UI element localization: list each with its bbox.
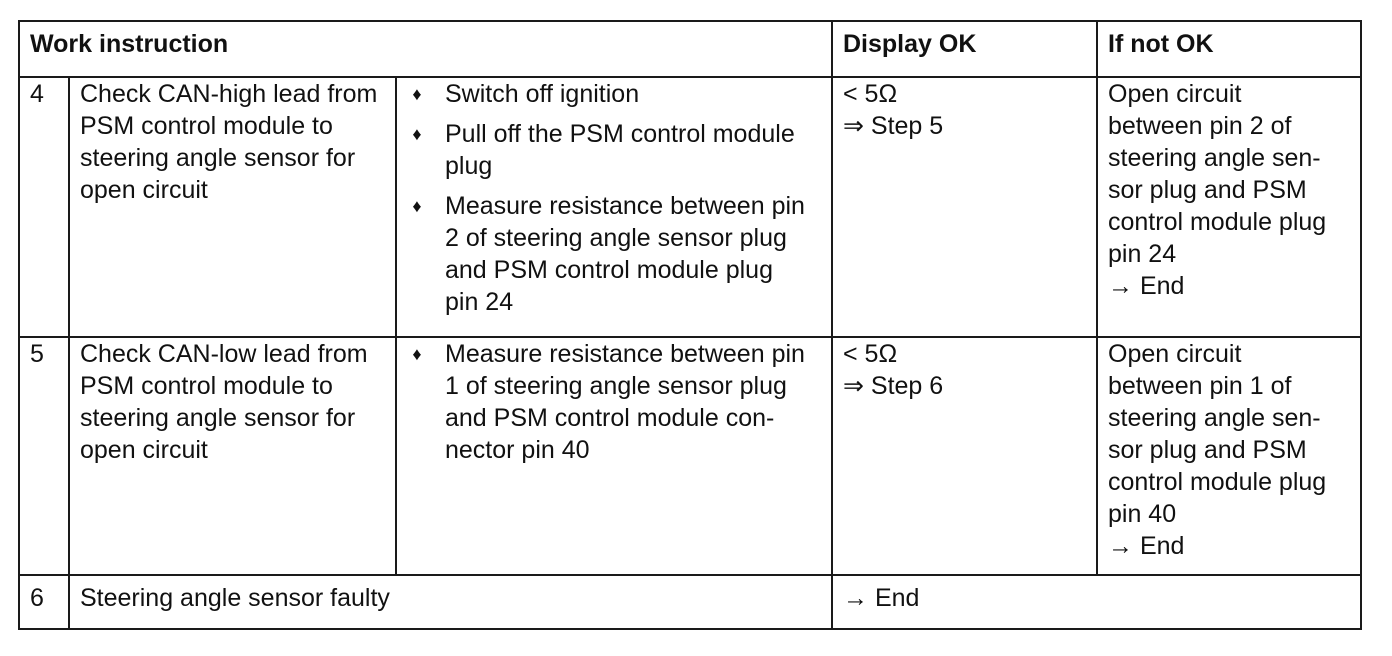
header-work-instruction: Work instruction <box>19 21 832 77</box>
step-description <box>69 337 396 575</box>
instruction-item <box>407 190 821 318</box>
if-not-ok-line: steering angle sen- <box>1108 144 1321 172</box>
instruction-line: Measure resistance between pin <box>445 340 805 368</box>
instruction-line: Measure resistance between pin <box>445 192 805 220</box>
table-row-step-6 <box>19 575 1361 629</box>
description-line: steering angle sensor for <box>80 144 356 172</box>
if-not-ok-line: sor plug and PSM <box>1108 436 1307 464</box>
if-not-ok-line: Open circuit <box>1108 340 1242 368</box>
description-line: PSM control module to <box>80 112 333 140</box>
instruction-line: Switch off ignition <box>445 80 640 108</box>
bullet-diamond-icon: ♦ <box>412 196 422 216</box>
instruction-line: nector pin 40 <box>445 436 590 464</box>
display-ok-cell <box>832 77 1097 337</box>
description-line: steering angle sensor for <box>80 404 356 432</box>
step-number: 6 <box>19 575 69 629</box>
if-not-ok-line: control module plug <box>1108 468 1327 496</box>
instruction-item <box>407 78 821 110</box>
instruction-line: Pull off the PSM control module <box>445 120 795 148</box>
display-ok-cell <box>832 337 1097 575</box>
instruction-list-cell <box>396 77 832 337</box>
instruction-line: 2 of steering angle sensor plug <box>445 224 787 252</box>
description-line: open circuit <box>80 436 208 464</box>
description-line: open circuit <box>80 176 208 204</box>
display-ok-line: < 5Ω <box>843 340 898 368</box>
if-not-ok-line: Open circuit <box>1108 80 1242 108</box>
display-ok-cell: → End <box>832 575 1361 629</box>
header-if-not-ok: If not OK <box>1097 21 1361 77</box>
instruction-line: and PSM control module con- <box>445 404 775 432</box>
description-line: Check CAN-low lead from <box>80 340 368 368</box>
instruction-list <box>407 78 821 318</box>
table-row-step-5 <box>19 337 1361 575</box>
instruction-list <box>407 338 821 466</box>
if-not-ok-line: steering angle sen- <box>1108 404 1321 432</box>
step-description: Steering angle sensor faulty <box>69 575 832 629</box>
instruction-line: plug <box>445 152 493 180</box>
bullet-diamond-icon: ♦ <box>412 84 422 104</box>
header-display-ok: Display OK <box>832 21 1097 77</box>
if-not-ok-line: pin 24 <box>1108 240 1177 268</box>
header-row <box>19 21 1361 77</box>
instruction-line: pin 24 <box>445 288 514 316</box>
display-ok-line: ⇒ Step 6 <box>843 372 944 400</box>
bullet-diamond-icon: ♦ <box>412 344 422 364</box>
if-not-ok-line: sor plug and PSM <box>1108 176 1307 204</box>
if-not-ok-cell <box>1097 77 1361 337</box>
step-number: 4 <box>19 77 69 337</box>
if-not-ok-line: → End <box>1108 272 1185 300</box>
instruction-line: and PSM control module plug <box>445 256 773 284</box>
instruction-item <box>407 118 821 182</box>
step-number: 5 <box>19 337 69 575</box>
if-not-ok-line: between pin 2 of <box>1108 112 1292 140</box>
work-instruction-table <box>18 20 1362 630</box>
instruction-line: 1 of steering angle sensor plug <box>445 372 787 400</box>
if-not-ok-line: between pin 1 of <box>1108 372 1292 400</box>
bullet-diamond-icon: ♦ <box>412 124 422 144</box>
instruction-item <box>407 338 821 466</box>
display-ok-line: ⇒ Step 5 <box>843 112 944 140</box>
if-not-ok-line: → End <box>1108 532 1185 560</box>
step-description <box>69 77 396 337</box>
display-ok-line: < 5Ω <box>843 80 898 108</box>
instruction-list-cell <box>396 337 832 575</box>
if-not-ok-cell <box>1097 337 1361 575</box>
description-line: Check CAN-high lead from <box>80 80 378 108</box>
description-line: PSM control module to <box>80 372 333 400</box>
if-not-ok-line: pin 40 <box>1108 500 1177 528</box>
if-not-ok-line: control module plug <box>1108 208 1327 236</box>
table-row-step-4 <box>19 77 1361 337</box>
